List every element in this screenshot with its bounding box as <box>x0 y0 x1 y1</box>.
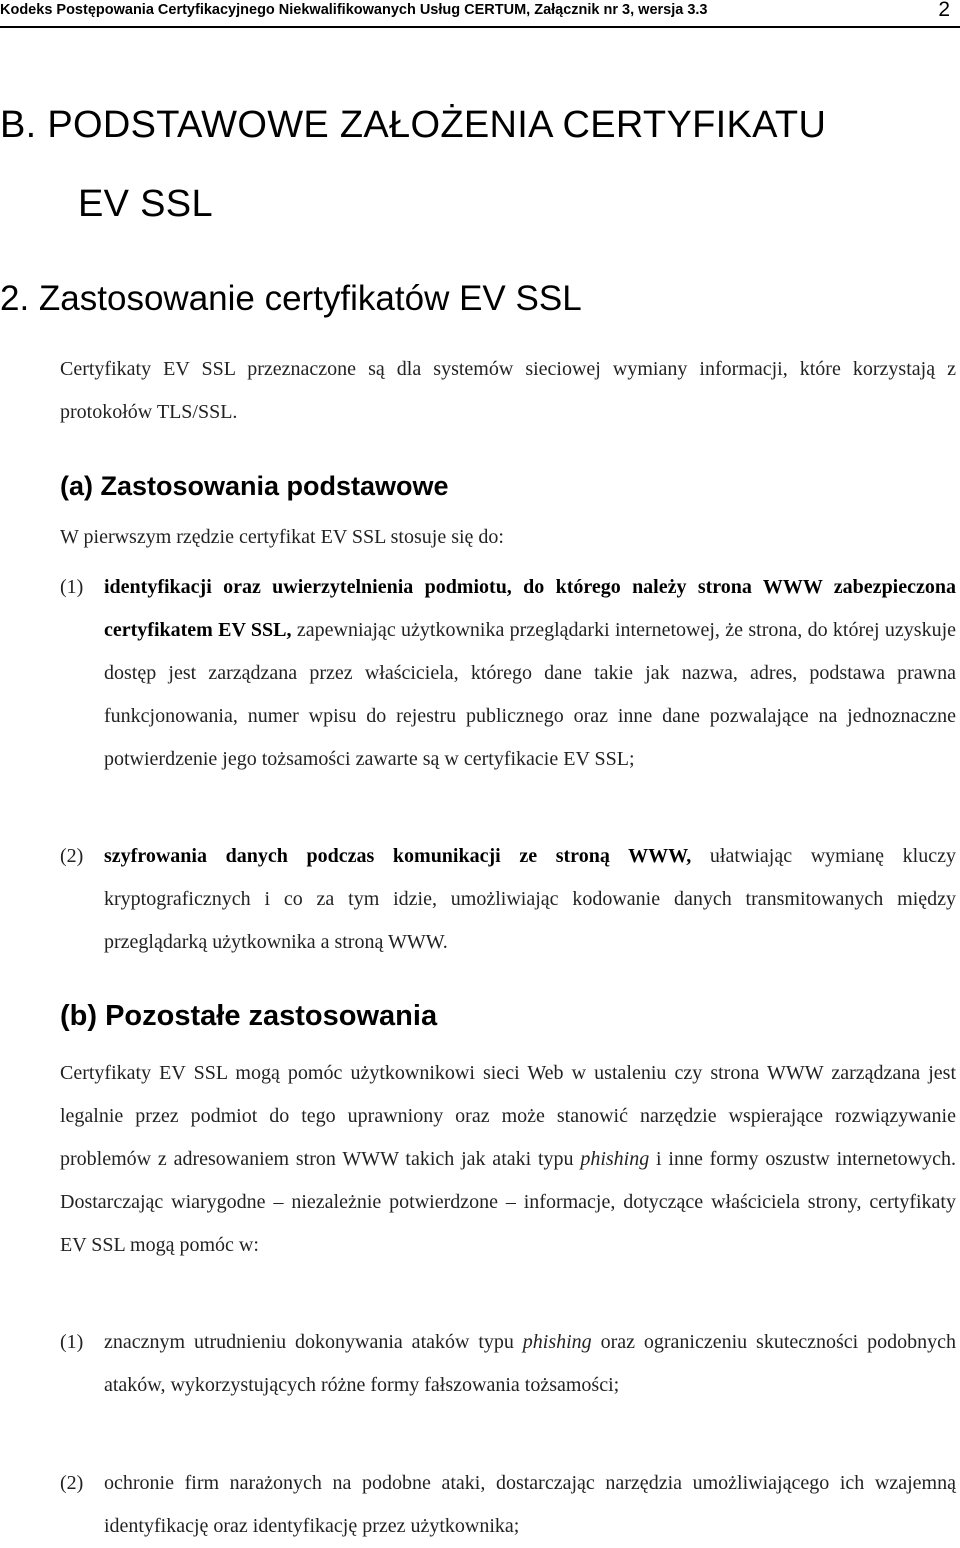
paragraph-text: i inne formy oszustw internetowych. Dostarczając wiarygodne – niezależnie potwierdzone – informacje, dotyczące właściciela strony, certyfikaty EV SSL mogą pomóc w: <box>60 1148 956 1256</box>
list-item-text-part: znacznym utrudnieniu dokonywania ataków typu <box>104 1331 523 1353</box>
subsection-b-paragraph <box>60 1052 956 1267</box>
list-item-text <box>104 1321 956 1407</box>
subsection-a-intro: W pierwszym rzędzie certyfikat EV SSL stosuje się do: <box>60 526 504 548</box>
header-title: Kodeks Postępowania Certyfikacyjnego Niekwalifikowanych Usług CERTUM, Załącznik nr 3, wersja 3.3 <box>0 2 708 18</box>
list-item <box>60 1462 956 1548</box>
paragraph-text: Certyfikaty EV SSL mogą pomóc użytkownikowi sieci Web w ustaleniu czy strona WWW zarządzana jest legalnie przez podmiot do tego uprawniony oraz może stanowić narzędzie wspierające rozwiązywanie problemów z adresowaniem stron WWW takich jak ataki typu <box>60 1062 956 1170</box>
list-item-bold-text: szyfrowania danych podczas komunikacji ze stroną WWW, <box>104 845 692 867</box>
list-item-rest-text: zapewniając użytkownika przeglądarki internetowej, że strona, do której uzyskuje dostęp jest zarządzana przez właściciela, którego dane takie jak nazwa, adres, podstawa prawna funkcjonowania, numer wpisu do rejestru publicznego oraz inne dane pozwalające na jednoznaczne potwierdzenie jego tożsamości zawarte są w certyfikacie EV SSL; <box>104 619 957 770</box>
section-b-heading <box>0 86 960 244</box>
list-item-text <box>104 566 956 781</box>
section-2-intro: Certyfikaty EV SSL przeznaczone są dla systemów sieciowej wymiany informacji, które korzystają z protokołów TLS/SSL. <box>60 358 956 423</box>
subsection-b-heading <box>60 996 437 1036</box>
list-item-italic-text: phishing <box>522 1331 592 1353</box>
subsection-a-heading: (a) Zastosowania podstawowe <box>60 471 449 501</box>
paragraph-italic-text: phishing <box>580 1148 650 1170</box>
list-item-number: (2) <box>60 1472 84 1494</box>
list-item <box>60 1321 956 1407</box>
list-item-number: (1) <box>60 576 84 598</box>
list-item <box>60 566 956 781</box>
list-item-text <box>104 1462 956 1548</box>
list-item <box>60 835 956 964</box>
list-item-number: (1) <box>60 1331 84 1353</box>
list-item-number: (2) <box>60 845 84 867</box>
list-item-text <box>104 835 956 964</box>
subsection-b-heading-text: (b) Pozostałe zastosowania <box>60 1000 438 1032</box>
list-item-text-part: ochronie firm narażonych na podobne ataki, dostarczając narzędzia umożliwiającego ich wzajemną identyfikację oraz identyfikację przez użytkownika; <box>104 1472 956 1537</box>
list-item-bold-text: identyfikacji oraz uwierzytelnienia podmiotu, do którego należy strona WWW zabezpieczona certyfikatem EV SSL, <box>104 576 956 641</box>
section-b-heading-line2: EV SSL <box>78 183 213 225</box>
list-item-rest-text: ułatwiając wymianę kluczy kryptograficznych i co za tym idzie, umożliwiając kodowanie danych transmitowanych między przeglądarką użytkownika a stroną WWW. <box>104 845 956 953</box>
list-item-text-part: oraz ograniczeniu skuteczności podobnych ataków, wykorzystujących różne formy fałszowania tożsamości; <box>104 1331 956 1396</box>
page-header <box>0 0 960 28</box>
section-2-heading: 2. Zastosowanie certyfikatów EV SSL <box>0 279 582 318</box>
page-number: 2 <box>938 0 950 21</box>
section-b-heading-line1: B. PODSTAWOWE ZAŁOŻENIA CERTYFIKATU <box>0 104 827 146</box>
